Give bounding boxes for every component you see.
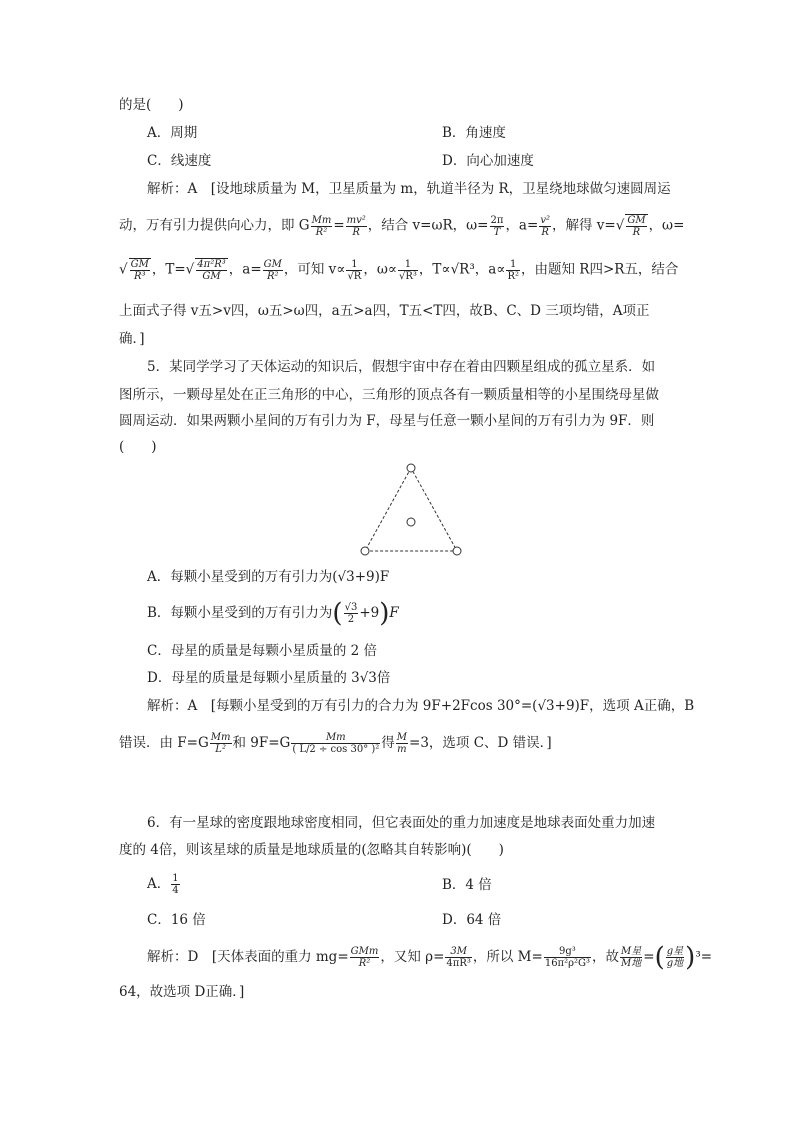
fraction: $\frac{GM}{\text{R²}}$ [263,258,282,282]
small-star-left [361,547,369,555]
fraction: $\frac{1}{\text{R²}}$ [507,258,519,282]
solution-line-4: 上面式子得 v五>v四，ω五>ω四，a五>a四，T五<T四，故B、C、D 三项均错，A项正 [119,303,650,319]
fraction: $\frac{1}{4}$ [172,873,179,896]
solution-line-5: 确．] [119,331,145,347]
q5-stem-1: 5．某同学学习了天体运动的知识后，假想宇宙中存在着由四颗星组成的孤立星系．如 [147,359,656,375]
option-a: A．周期 [147,125,198,141]
fraction: $\frac{Mm}{\text{L²}}$ [210,732,231,755]
option-b: B．角速度 [442,125,506,141]
q5-stem-2: 图所示，一颗母星处在正三角形的中心，三角形的顶点各有一颗质量相等的小星围绕母星做 [119,387,659,403]
fraction: $\frac{1}{\text{√R³}}$ [399,258,417,282]
fraction: $\frac{\text{9g³}}{\text{16π²ρ²G³}}$ [544,946,591,969]
fraction: $\frac{Mm}{\text{( L/2 ÷ cos 30° )²}}$ [292,732,380,755]
triangle-outline [365,468,457,551]
fraction: $\frac{\text{v²}}{R}$ [540,214,550,238]
q6-option-b: B．4 倍 [442,877,492,893]
small-star-top [407,464,415,472]
fraction: $\frac{\text{g星}}{\text{g地}}$ [666,946,684,969]
sqrt-expression: $\frac{\text{4π²R³}}{GM}$ [197,259,226,282]
sqrt-expression: $\frac{GM}{\text{R³}}$ [130,259,149,282]
q6-stem-2: 度的 4倍，则该星球的质量是地球质量的(忽略其自转影响)( ) [119,842,504,858]
solution-line-3: √ $\frac{GM}{\text{R³}}$ ，T=√ $\frac{\text{4π²R³}}{GM}$ ，a= $\frac{GM}{\text{R²}}$ ，可知 v∝ $\frac{1}{√R}$ ，ω∝ $\frac{1}{\text{√R³}}$ ，T∝√R³，a∝ $\frac{1}{\text{R²}}$ ，由题知 R四>R五，结合 [119,258,679,282]
q5-option-d: D．母星的质量是每颗小星质量的 3√3倍 [147,670,391,686]
q6-option-a: A． $\frac{1}{4}$ [147,873,179,896]
q6-option-c: C．16 倍 [147,912,206,928]
small-star-right [453,547,461,555]
option-c: C．线速度 [147,153,212,169]
solution-line-2: 动，万有引力提供向心力，即 G $\frac{Mm}{\text{R²}}$ = $\frac{\text{mv²}}{R}$ ，结合 v=ωR，ω= $\frac{2\pi}{T}$ ，a= $\frac{\text{v²}}{R}$ ，解得 v=√ $\frac{GM}{R}$ ，ω= [119,214,685,238]
question-stem-continuation: 的是( ) [119,97,184,113]
fraction: $\frac{\text{M星}}{\text{M地}}$ [621,946,642,969]
fraction: $\frac{√3}{2}$ [344,602,358,625]
q6-option-d: D．64 倍 [442,912,502,928]
q5-solution-2: 错误．由 F=G $\frac{Mm}{\text{L²}}$ 和 9F=G $\frac{Mm}{\text{( L/2 ÷ cos 30° )²}}$ 得 $\frac{M}{m}$ =3，选项 C、D 错误．] [119,732,552,755]
q5-stem-3: 圆周运动．如果两颗小星间的万有引力为 F，母星与任意一颗小星间的万有引力为 9F．则 [119,413,655,429]
fraction: $\frac{\text{mv²}}{R}$ [346,214,366,238]
mother-star-center [407,518,415,526]
fraction: $\frac{3M}{\text{4πR³}}$ [446,946,471,969]
fraction: $\frac{2\pi}{T}$ [490,214,504,238]
q6-solution-2: 64，故选项 D正确．] [119,984,245,1000]
fraction: $\frac{1}{√R}$ [347,258,362,282]
q5-option-c: C．母星的质量是每颗小星质量的 2 倍 [147,643,378,659]
q5-option-b: B．每颗小星受到的万有引力为( $\frac{√3}{2}$ +9)F [147,598,399,629]
q5-solution-1: 解析：A [每颗小星受到的万有引力的合力为 9F+2Fcos 30°=(√3+9)F，选项 A正确，B [147,698,695,714]
triangle-star-diagram [355,460,470,560]
option-d: D．向心加速度 [442,153,534,169]
solution-line-1: 解析：A [设地球质量为 M，卫星质量为 m，轨道半径为 R，卫星绕地球做匀速圆周运 [147,181,671,197]
fraction: $\frac{Mm}{\text{R²}}$ [311,214,332,238]
q5-option-a: A．每颗小星受到的万有引力为(√3+9)F [147,569,390,585]
q6-stem-1: 6．有一星球的密度跟地球密度相同，但它表面处的重力加速度是地球表面处重力加速 [147,815,656,831]
fraction: $\frac{\text{GMm}}{\text{R²}}$ [350,946,379,969]
fraction: $\frac{M}{m}$ [396,732,408,755]
sqrt-expression: $\frac{GM}{R}$ [627,215,646,238]
q5-stem-4: ( ) [119,439,157,455]
q6-solution-1: 解析：D [天体表面的重力 mg= $\frac{\text{GMm}}{\text{R²}}$ ，又知 ρ= $\frac{3M}{\text{4πR³}}$ ，所以 M= $\frac{\text{9g³}}{\text{16π²ρ²G³}}$ ，故 $\frac{\text{M星}}{\text{M地}}$ =( $\frac{\text{g星}}{\text{g地}}$ )³= [147,942,713,973]
